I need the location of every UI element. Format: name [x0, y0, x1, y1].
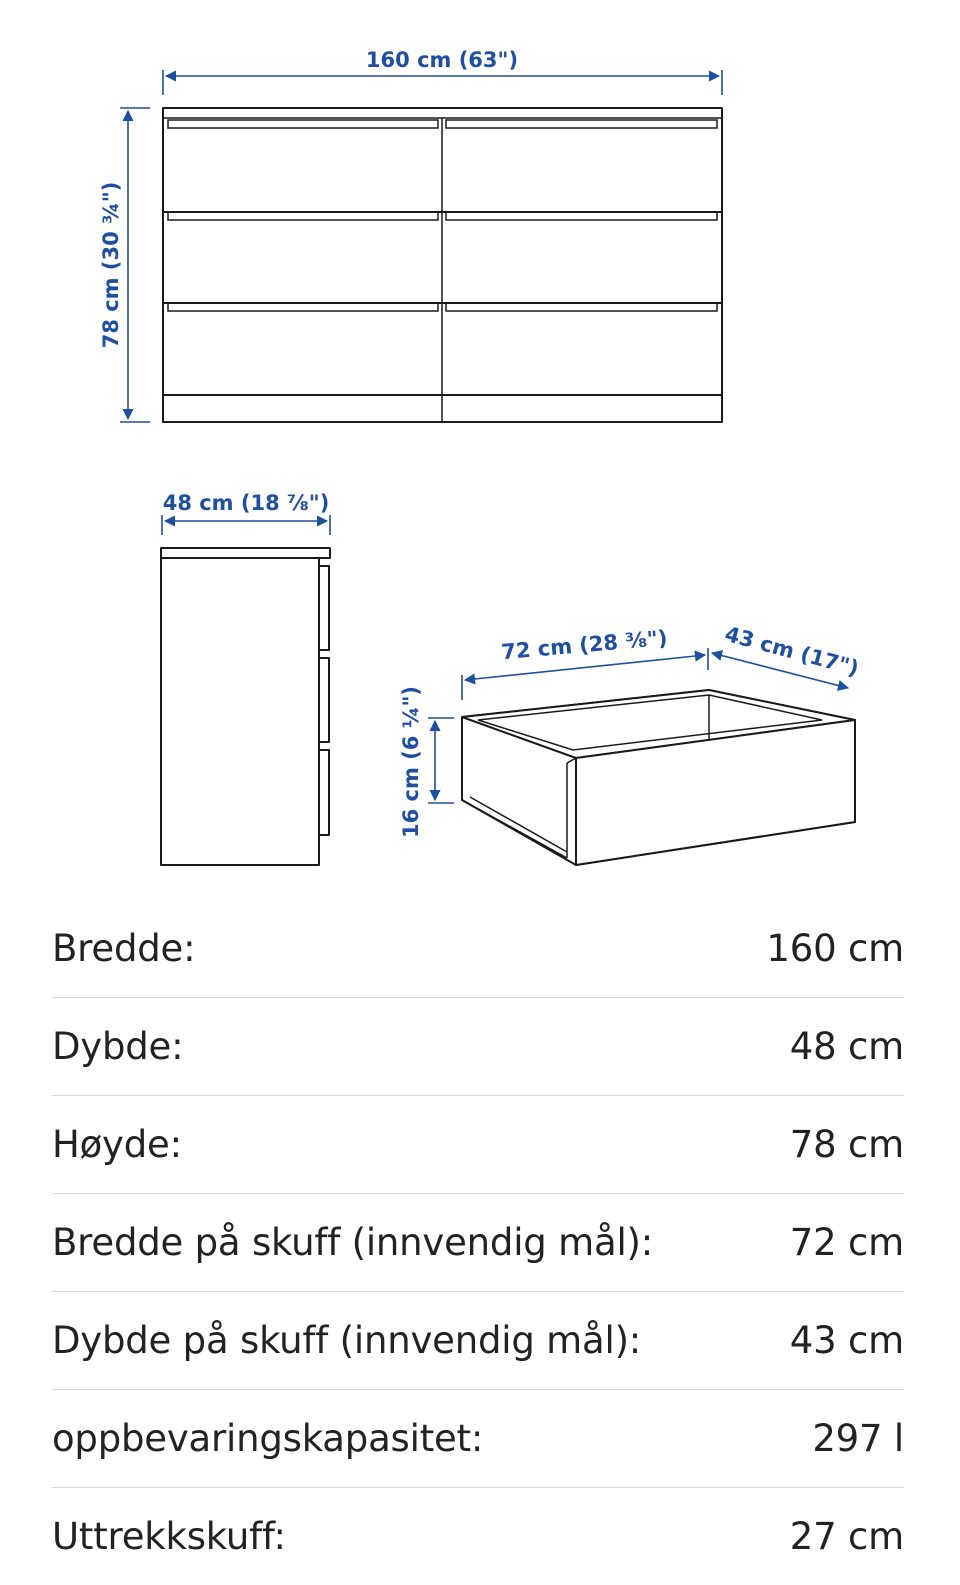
specification-list: [52, 900, 904, 1585]
side-depth-label: 48 cm (18 ⅞"): [162, 491, 330, 515]
spec-value: 43 cm: [789, 1319, 904, 1362]
spec-value: 27 cm: [789, 1515, 904, 1558]
spec-row-capacity: [52, 1390, 904, 1488]
spec-value: 297 l: [812, 1417, 904, 1460]
spec-row-pullout-drawer: [52, 1488, 904, 1585]
side-view: [161, 491, 330, 865]
spec-row-height: [52, 1096, 904, 1194]
spec-label: Bredde på skuff (innvendig mål):: [52, 1221, 654, 1264]
front-width-label: 160 cm (63"): [365, 48, 519, 72]
front-height-label: 78 cm (30 ¾"): [99, 181, 123, 349]
spec-label: Dybde på skuff (innvendig mål):: [52, 1319, 642, 1362]
spec-row-depth: [52, 998, 904, 1096]
spec-value: 72 cm: [789, 1221, 904, 1264]
spec-row-width: [52, 900, 904, 998]
front-view: [99, 48, 722, 422]
drawer-depth-label: 43 cm (17"): [722, 621, 862, 681]
spec-value: 48 cm: [789, 1025, 904, 1068]
spec-label: Dybde:: [52, 1025, 184, 1068]
drawer-view: [399, 622, 861, 865]
spec-label: Uttrekkskuff:: [52, 1515, 286, 1558]
spec-row-drawer-depth: [52, 1292, 904, 1390]
spec-value: 78 cm: [789, 1123, 904, 1166]
spec-row-drawer-width: [52, 1194, 904, 1292]
spec-label: Høyde:: [52, 1123, 182, 1166]
spec-label: Bredde:: [52, 927, 196, 970]
drawer-width-label: 72 cm (28 ⅜"): [500, 625, 669, 665]
spec-value: 160 cm: [766, 927, 904, 970]
drawer-height-label: 16 cm (6 ¼"): [399, 686, 423, 838]
spec-label: oppbevaringskapasitet:: [52, 1417, 484, 1460]
